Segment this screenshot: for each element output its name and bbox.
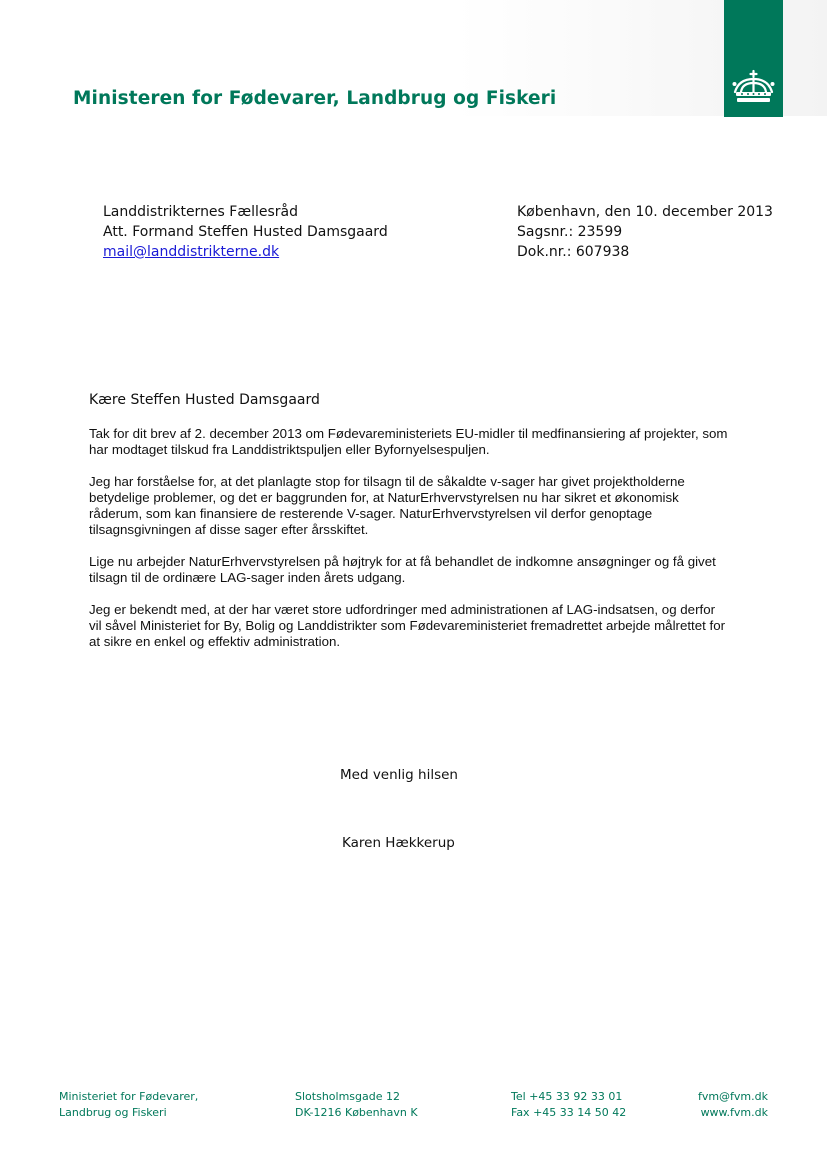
letter-body [89, 426, 729, 666]
ministry-title: Ministeren for Fødevarer, Landbrug og Fiskeri [73, 88, 557, 109]
royal-crown-icon [730, 68, 777, 106]
footer-tel: Tel +45 33 92 33 01 [511, 1090, 623, 1103]
recipient-attention: Att. Formand Steffen Husted Damsgaard [103, 224, 388, 240]
body-paragraph: Lige nu arbejder NaturErhvervstyrelsen på højtryk for at få behandlet de indkomne ansøgninger og få givet tilsagn til de ordinære LAG-sager inden årets udgang. [89, 554, 716, 585]
document-number: Dok.nr.: 607938 [517, 244, 630, 260]
recipient-address [103, 202, 388, 262]
footer-address [295, 1089, 418, 1121]
body-paragraph: Tak for dit brev af 2. december 2013 om Fødevareministeriets EU-midler til medfinansiering af projekter, som har modtaget tilskud fra Landdistriktspuljen eller Byfornyelsespuljen. [89, 426, 728, 457]
case-number: Sagsnr.: 23599 [517, 224, 623, 240]
salutation: Kære Steffen Husted Damsgaard [89, 392, 320, 408]
footer-contact [698, 1089, 768, 1121]
footer-organisation [59, 1089, 198, 1121]
recipient-name: Landdistrikternes Fællesråd [103, 204, 299, 220]
body-paragraph: Jeg er bekendt med, at der har været store udfordringer med administrationen af LAG-indsatsen, og derfor vil såvel Ministeriet for By, Bolig og Landdistrikter som Fødevareministeriet fremadrettet arbejde målrettet for at sikre en enkel og effektiv administration. [89, 602, 726, 649]
footer-web-link[interactable]: www.fvm.dk [700, 1106, 768, 1119]
ministry-logo [724, 0, 783, 117]
footer-email-link[interactable]: fvm@fvm.dk [697, 1090, 768, 1103]
signature-name: Karen Hækkerup [342, 835, 455, 851]
footer-org-line: Landbrug og Fiskeri [59, 1106, 167, 1119]
footer-street: Slotsholmsgade 12 [295, 1090, 400, 1103]
body-paragraph: Jeg har forståelse for, at det planlagte stop for tilsagn til de såkaldte v-sager har givet projektholderne betydelige problemer, og det er baggrunden for, at NaturErhvervstyrelsen nu har sikret et økonomisk råderum, som kan finansiere de resterende V-sager. NaturErhvervstyrelsen vil derfor genoptage tilsagnsgivningen af disse sager efter årsskiftet. [89, 474, 685, 537]
footer-phone [511, 1089, 626, 1121]
footer-org-line: Ministeriet for Fødevarer, [59, 1090, 199, 1103]
recipient-email-link[interactable]: mail@landdistrikterne.dk [103, 244, 280, 260]
footer-postal: DK-1216 København K [295, 1106, 418, 1119]
closing-phrase: Med venlig hilsen [340, 767, 458, 783]
letter-date: København, den 10. december 2013 [517, 204, 773, 220]
letter-meta [517, 202, 773, 262]
footer-fax: Fax +45 33 14 50 42 [511, 1106, 627, 1119]
